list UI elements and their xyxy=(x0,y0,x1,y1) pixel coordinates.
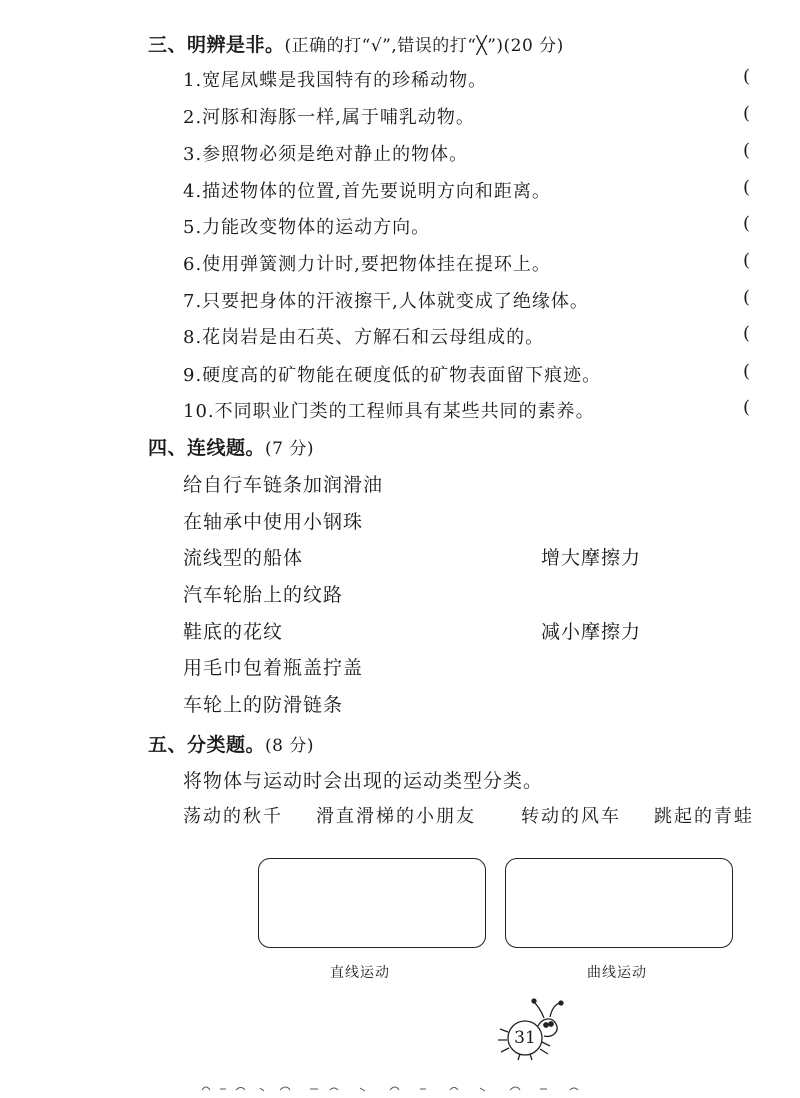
question-text: 1.宽尾凤蝶是我国特有的珍稀动物。 xyxy=(183,70,488,91)
match-right-item[interactable]: 减小摩擦力 xyxy=(541,621,642,643)
classification-items xyxy=(183,802,783,828)
answer-paren[interactable]: ( xyxy=(743,361,751,382)
question-text: 2.河豚和海豚一样,属于哺乳动物。 xyxy=(183,107,475,128)
answer-paren[interactable]: ( xyxy=(743,213,751,234)
question-text: 10.不同职业门类的工程师具有某些共同的素养。 xyxy=(183,401,595,422)
question-row xyxy=(183,66,800,96)
curved-motion-label: 曲线运动 xyxy=(587,965,647,981)
section5-heading xyxy=(148,730,314,757)
section4-heading xyxy=(148,433,314,460)
classification-item[interactable]: 跳起的青蛙 xyxy=(654,806,754,827)
page-number: 31 xyxy=(514,1028,536,1048)
match-left-item[interactable]: 鞋底的花纹 xyxy=(183,621,284,643)
question-text: 5.力能改变物体的运动方向。 xyxy=(183,217,431,238)
section3-heading xyxy=(148,30,564,57)
classification-item[interactable]: 荡动的秋千 xyxy=(183,806,283,827)
answer-paren[interactable]: ( xyxy=(743,250,751,271)
match-left-item[interactable]: 汽车轮胎上的纹路 xyxy=(183,584,344,606)
answer-paren[interactable]: ( xyxy=(743,323,751,344)
question-row xyxy=(183,397,800,427)
question-text: 8.花岗岩是由石英、方解石和云母组成的。 xyxy=(183,327,545,348)
section4-title: 四、连线题。 xyxy=(148,437,266,459)
question-row xyxy=(183,177,800,207)
match-left-item[interactable]: 给自行车链条加润滑油 xyxy=(183,474,384,496)
footer-decoration xyxy=(200,1080,600,1094)
answer-paren[interactable]: ( xyxy=(743,66,751,87)
match-left-item[interactable]: 流线型的船体 xyxy=(183,547,304,569)
straight-motion-label: 直线运动 xyxy=(330,965,390,981)
question-text: 9.硬度高的矿物能在硬度低的矿物表面留下痕迹。 xyxy=(183,365,602,386)
section3-title: 三、明辨是非。 xyxy=(148,34,285,56)
answer-paren[interactable]: ( xyxy=(743,177,751,198)
question-text: 4.描述物体的位置,首先要说明方向和距离。 xyxy=(183,181,551,202)
section3-note: (正确的打“√”,错误的打“╳”)(20 分) xyxy=(284,36,564,56)
question-row xyxy=(183,287,800,317)
match-left-item[interactable]: 用毛巾包着瓶盖拧盖 xyxy=(183,657,364,679)
section5-title: 五、分类题。 xyxy=(148,734,266,756)
answer-paren[interactable]: ( xyxy=(743,103,751,124)
answer-paren[interactable]: ( xyxy=(743,140,751,161)
classification-item[interactable]: 滑直滑梯的小朋友 xyxy=(316,806,476,827)
answer-paren[interactable]: ( xyxy=(743,287,751,308)
classification-item[interactable]: 转动的风车 xyxy=(521,806,621,827)
answer-paren[interactable]: ( xyxy=(743,397,751,418)
question-row xyxy=(183,250,800,280)
match-right-item[interactable]: 增大摩擦力 xyxy=(541,547,642,569)
question-row xyxy=(183,361,800,391)
match-left-item[interactable]: 车轮上的防滑链条 xyxy=(183,694,344,716)
match-left-item[interactable]: 在轴承中使用小钢珠 xyxy=(183,511,364,533)
question-row xyxy=(183,213,800,243)
straight-motion-box[interactable] xyxy=(258,858,486,948)
section5-note: (8 分) xyxy=(265,736,314,756)
question-row xyxy=(183,140,800,170)
section4-note: (7 分) xyxy=(265,439,314,459)
question-text: 3.参照物必须是绝对静止的物体。 xyxy=(183,144,469,165)
question-row xyxy=(183,323,800,353)
question-row xyxy=(183,103,800,133)
question-text: 7.只要把身体的汗液擦干,人体就变成了绝缘体。 xyxy=(183,291,589,312)
curved-motion-box[interactable] xyxy=(505,858,733,948)
question-text: 6.使用弹簧测力计时,要把物体挂在提环上。 xyxy=(183,254,551,275)
classification-instruction: 将物体与运动时会出现的运动类型分类。 xyxy=(183,770,544,792)
